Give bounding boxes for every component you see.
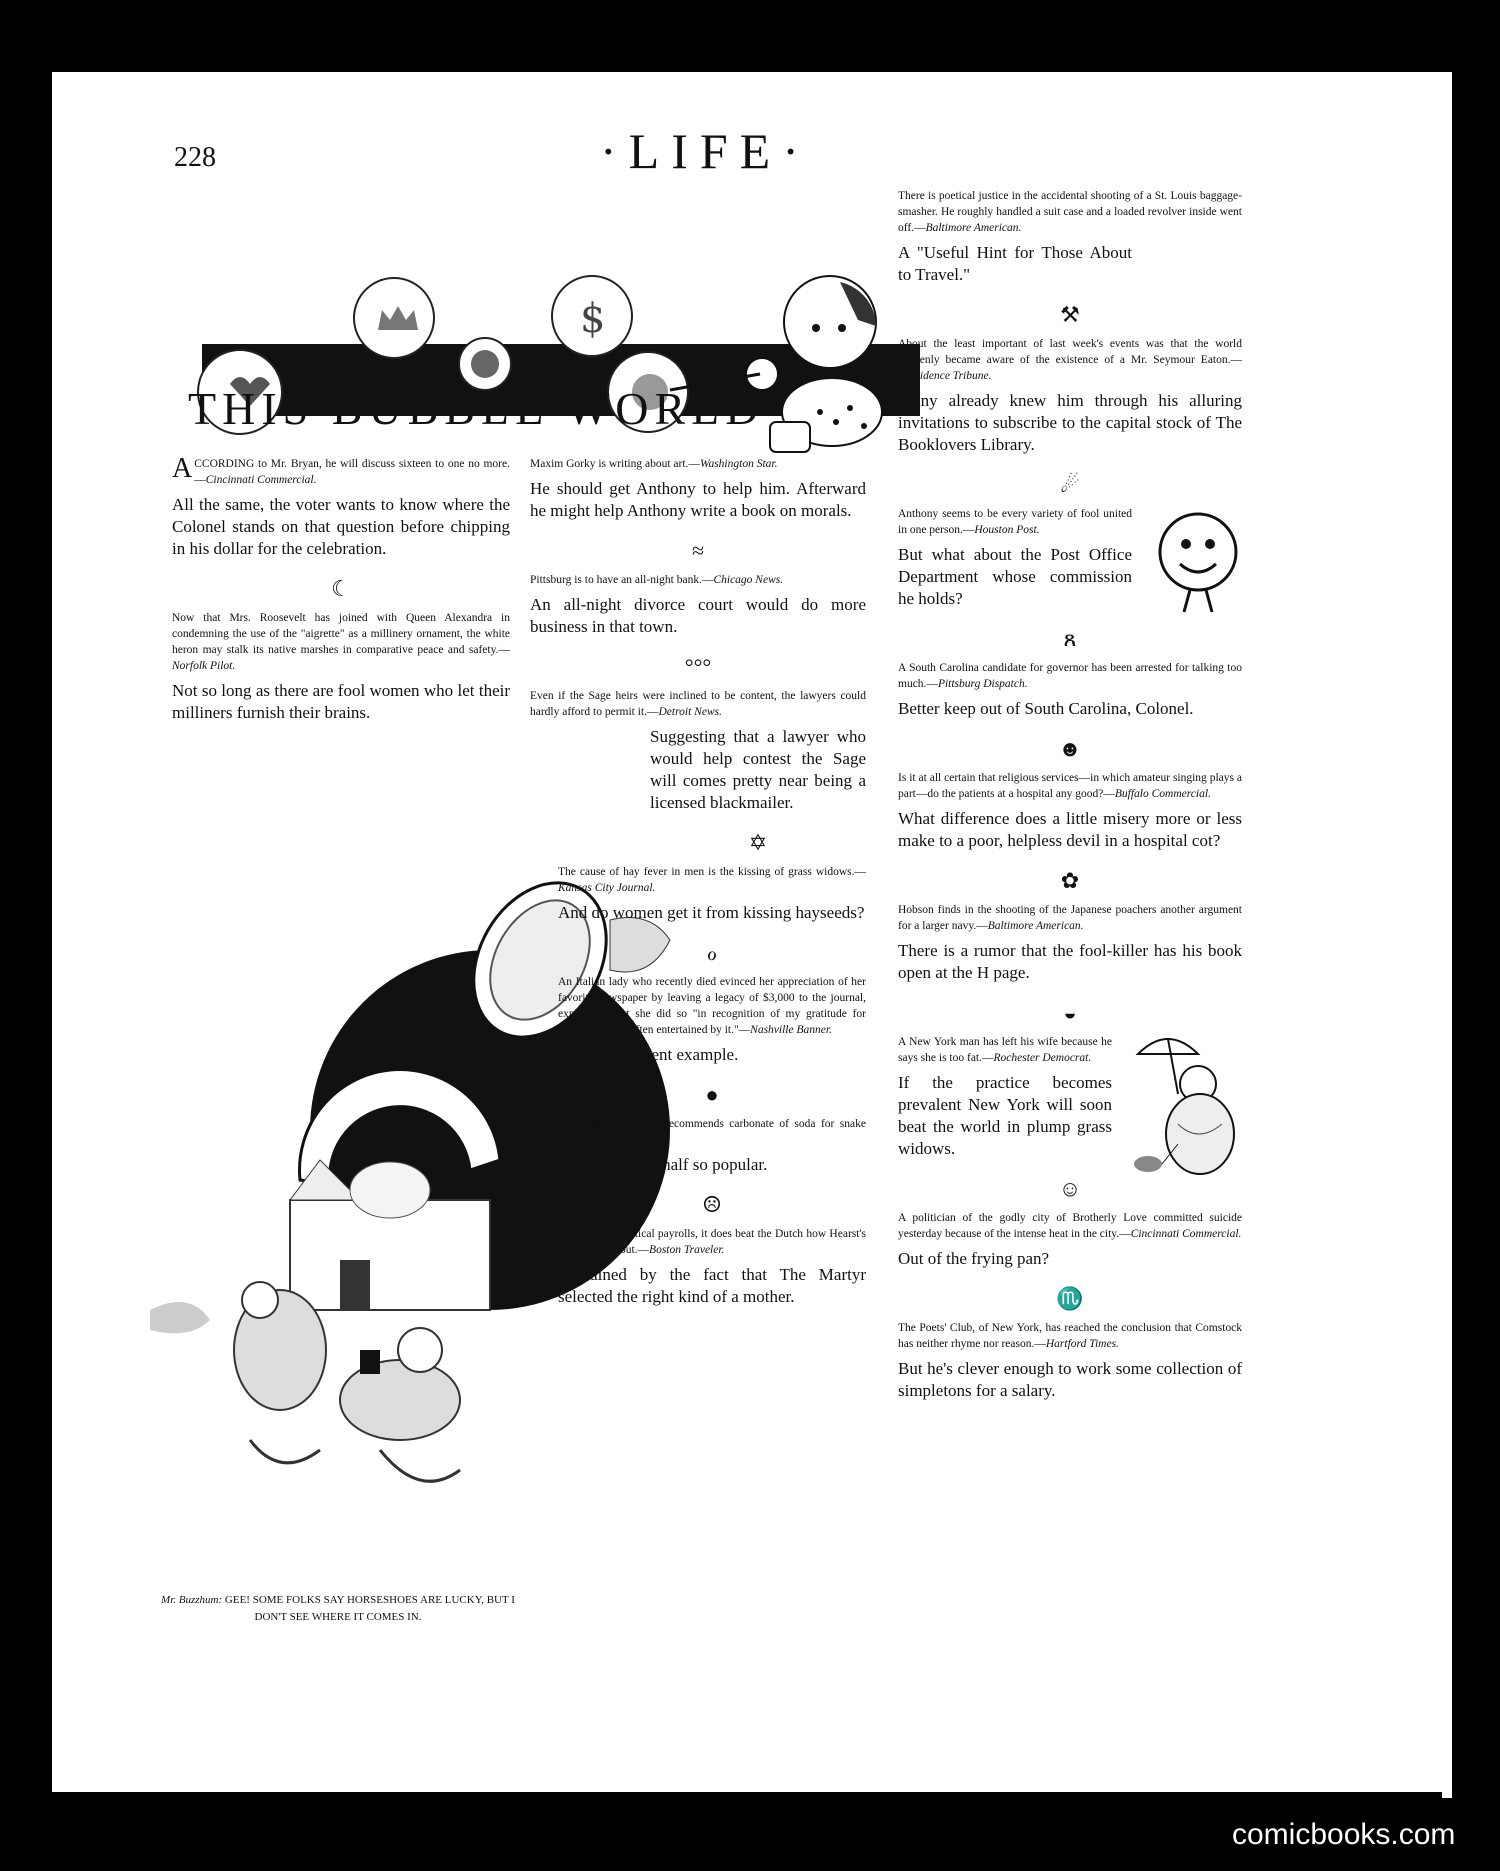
cartoon-caption — [148, 1592, 528, 1626]
quoted-item — [898, 188, 1242, 236]
quote-source: Hartford Times. — [1045, 1338, 1119, 1350]
comment: Many already knew him through his alluring invitations to subscribe to the capital stock of The Booklovers Library. — [898, 391, 1242, 454]
black-dot-ornament-icon: ● — [705, 1082, 719, 1107]
masthead: ·LIFE· — [600, 123, 811, 179]
facing-page-edge — [1442, 78, 1452, 1798]
frown-face-ornament-icon: ☹ — [702, 1192, 722, 1217]
quote-source: Boston Herald. — [594, 1134, 665, 1146]
article-headline: THIS BUBBLE WORLD — [188, 383, 765, 434]
caption-text: GEE! SOME FOLKS SAY HORSESHOES ARE LUCKY, BUT I DON'T SEE WHERE IT COMES IN. — [224, 1594, 515, 1623]
flower-ornament-icon: ✿ — [1060, 868, 1080, 893]
quote-source: Norfolk Pilot. — [172, 660, 236, 672]
parasol-lady-illustration — [1118, 1024, 1248, 1184]
quote-text: Is it at all certain that religious services—in which amateur singing plays a part—do the patients at a hospital any good?— — [898, 772, 1242, 800]
comment: A "Useful Hint for Those About to Travel." — [898, 243, 1132, 284]
quote-text: A New York man has left his wife because he says she is too fat.— — [898, 1036, 1112, 1064]
quoted-item — [898, 336, 1242, 384]
quote-source: Buffalo Commercial. — [1114, 788, 1211, 800]
moon-ornament-icon: ☾ — [331, 576, 351, 601]
quote-source: Washington Star. — [699, 458, 778, 470]
quote-text: A South Carolina candidate for governor has been arrested for talking too much.— — [898, 662, 1242, 690]
quoted-item — [530, 456, 866, 472]
lightning-ornament-icon: ≈ — [691, 538, 705, 563]
comment: All the same, the voter wants to know where the Colonel stands on that question before chipping in his dollar for the celebration. — [172, 495, 510, 558]
quoted-item — [898, 770, 1242, 802]
quote-text: Even if the Sage heirs were inclined to be content, the lawyers could hardly afford to permit it.— — [530, 690, 866, 718]
quoted-item — [530, 572, 866, 588]
comment: An all-night divorce court would do more business in that town. — [530, 595, 866, 636]
quoted-item — [558, 974, 866, 1038]
quote-text: Speaking of political payrolls, it does beat the Dutch how Hearst's money holds out.— — [558, 1228, 866, 1256]
quote-source: Houston Post. — [974, 524, 1040, 536]
comment: He should get Anthony to help him. Afterward he might help Anthony write a book on morals. — [530, 479, 866, 520]
comment: Not so long as there are fool women who let their milliners furnish their brains. — [172, 681, 510, 722]
comment: Better keep out of South Carolina, Colonel. — [898, 699, 1194, 718]
quote-source: Chicago News. — [713, 574, 784, 586]
moon-face-block — [898, 506, 1242, 610]
quoted-item — [558, 864, 866, 896]
site-watermark: comicbooks.com — [1232, 1818, 1456, 1851]
quote-text: A politician of the godly city of Brotherly Love committed suicide yesterday because of the intense heat in the city.— — [898, 1212, 1242, 1240]
quoted-item — [172, 453, 510, 488]
quote-text: About the least important of last week's events was that the world suddenly became aware of the existence of a Mr. Seymour Eaton.— — [898, 338, 1242, 366]
halo-face-ornament-icon: ☻ — [1058, 736, 1082, 761]
quoted-item — [558, 1226, 866, 1258]
quote-text: The cause of hay fever in men is the kissing of grass widows.— — [558, 866, 866, 878]
quote-text: A Philadelphia paper recommends carbonate of soda for snake bites.— — [558, 1118, 866, 1146]
quote-source: Baltimore American. — [987, 920, 1084, 932]
comment: There is a rumor that the fool-killer has his book open at the H page. — [898, 941, 1242, 982]
quote-source: Rochester Democrat. — [993, 1052, 1092, 1064]
page-number: 228 — [174, 142, 216, 173]
smiley-hat-ornament-icon: ☺ — [1058, 1176, 1082, 1201]
quote-source: Detroit News. — [658, 706, 722, 718]
comment: Out of the frying pan? — [898, 1249, 1050, 1268]
caption-speaker: Mr. Buzzhum: — [161, 1594, 223, 1606]
quote-source: Nashville Banner. — [750, 1024, 832, 1036]
dots-ornament-icon: °°° — [684, 654, 712, 679]
parasol-lady-block — [898, 1034, 1242, 1160]
shovel-ornament-icon: ⚒ — [1060, 302, 1080, 327]
quote-source: Providence Tribune. — [898, 370, 992, 382]
bubble-baby-illustration — [120, 272, 940, 472]
column-3 — [898, 188, 1242, 1416]
quote-text: Maxim Gorky is writing about art.— — [530, 458, 700, 470]
comment: If the practice becomes prevalent New York will soon beat the world in plump grass widows. — [898, 1073, 1112, 1158]
quote-text: The Poets' Club, of New York, has reached the conclusion that Comstock has neither rhyme nor reason.— — [898, 1322, 1242, 1350]
comment: Suggesting that a lawyer who would help contest the Sage will comes pretty near being a licensed blackmailer. — [650, 727, 866, 812]
comment: But he's clever enough to work some collection of simpletons for a salary. — [898, 1359, 1242, 1400]
quote-text: Hobson finds in the shooting of the Japanese poachers another argument for a larger navy.— — [898, 904, 1242, 932]
svg-text:$: $ — [580, 296, 606, 342]
quote-source: Kansas City Journal. — [558, 882, 656, 894]
quote-source: Cincinnati Commercial. — [1130, 1228, 1242, 1240]
scroll-ornament-icon: ℴ — [706, 940, 718, 965]
quote-text: CCORDING to Mr. Bryan, he will discuss sixteen to one no more.— — [194, 458, 510, 486]
quote-source: Boston Traveler. — [649, 1244, 725, 1256]
scorpio-ornament-icon: ♏ — [1056, 1286, 1084, 1311]
quote-source: Pittsburg Dispatch. — [937, 678, 1028, 690]
quoted-item — [898, 902, 1242, 934]
quoted-item — [898, 1320, 1242, 1352]
drop-cap: A — [172, 453, 193, 484]
comment: But it won't be half so popular. — [558, 1155, 768, 1174]
quote-text: Now that Mrs. Roosevelt has joined with Queen Alexandra in condemning the use of the "aigrette" as a millinery ornament, the white heron may stalk its native marshes in comparative peace and safety.— — [172, 612, 510, 656]
figure-ornament-icon: ጸ — [1063, 626, 1077, 651]
quoted-item — [172, 610, 510, 674]
column-1 — [172, 453, 510, 738]
comet-ornament-icon: ☄ — [1060, 472, 1080, 497]
quote-text: Pittsburg is to have an all-night bank.— — [530, 574, 714, 586]
quoted-item — [530, 688, 866, 720]
comment: And do women get it from kissing hayseeds? — [558, 903, 865, 922]
quote-text: Anthony seems to be every variety of fool united in one person.— — [898, 508, 1132, 536]
moon-face-illustration — [1148, 506, 1248, 616]
star-ornament-icon: ✡ — [748, 830, 768, 855]
quoted-item — [898, 1210, 1242, 1242]
comment: Explained by the fact that The Martyr selected the right kind of a mother. — [558, 1265, 866, 1306]
quote-source: Baltimore American. — [925, 222, 1022, 234]
comment: What difference does a little misery more or less make to a poor, helpless devil in a hospital cot? — [898, 809, 1242, 850]
quote-source: Cincinnati Commercial. — [205, 474, 317, 486]
quoted-item — [558, 1116, 866, 1148]
comment: A most excellent example. — [558, 1045, 739, 1064]
eye-ornament-icon: ◒ — [1063, 1000, 1077, 1025]
quote-text: An Italian lady who recently died evinced her appreciation of her favorite newspaper by leaving a legacy of $3,000 to the journal, explaining that she did so "in recognition of my gratitude for having been so often entertained by it."— — [558, 976, 866, 1036]
comment: But what about the Post Office Department whose commission he holds? — [898, 545, 1132, 608]
column-2 — [530, 456, 866, 1322]
quoted-item — [898, 660, 1242, 692]
quote-text: There is poetical justice in the accidental shooting of a St. Louis baggage-smasher. He roughly handled a suit case and a loaded revolver inside went off.— — [898, 190, 1242, 234]
